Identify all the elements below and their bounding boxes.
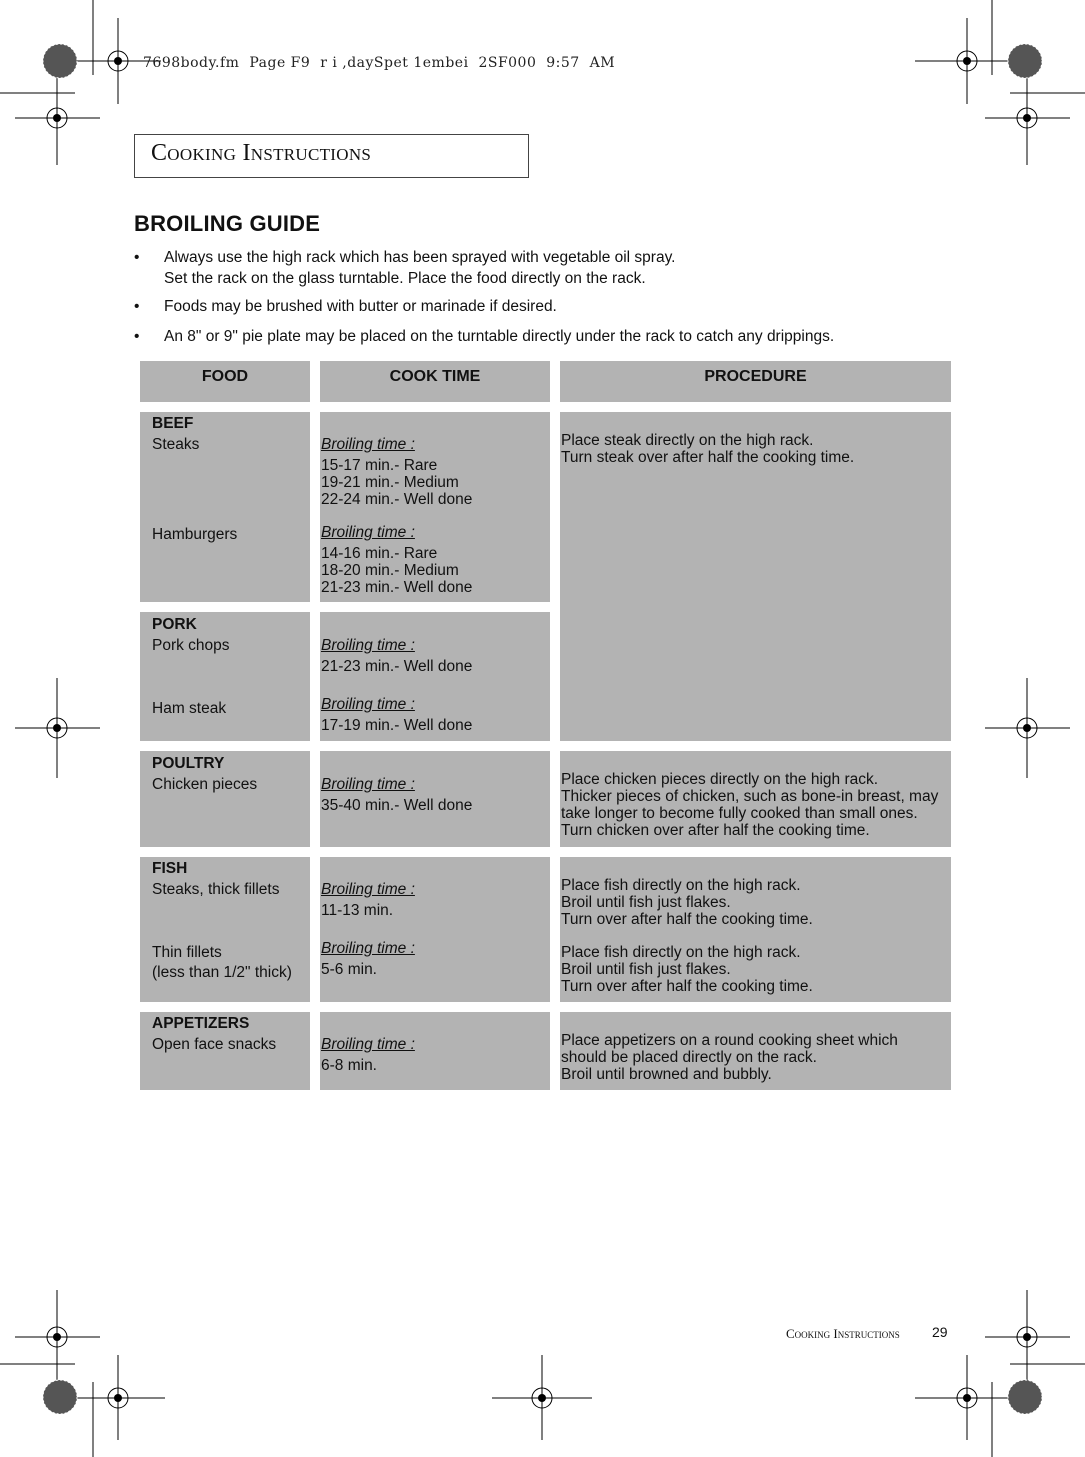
beef-steaks-broiling-label: Broiling time : bbox=[321, 436, 415, 453]
fish-procedure-b-line-1: Place fish directly on the high rack. bbox=[561, 944, 801, 961]
fish-procedure-a-line-2: Broil until fish just flakes. bbox=[561, 894, 731, 911]
pork-ham-time: 17-19 min.- Well done bbox=[321, 717, 473, 734]
guide-title: BROILING GUIDE bbox=[134, 211, 321, 236]
poultry-item: Chicken pieces bbox=[152, 776, 258, 793]
pork-chops-name: Pork chops bbox=[152, 637, 230, 654]
appetizers-procedure-line-1: Place appetizers on a round cooking sheet which bbox=[561, 1032, 898, 1049]
fish-thick-broiling-label: Broiling time : bbox=[321, 881, 415, 898]
col-header-food: FOOD bbox=[201, 368, 249, 385]
fish-category: FISH bbox=[152, 860, 188, 877]
appetizers-time: 6-8 min. bbox=[321, 1057, 377, 1074]
fish-procedure-a-line-3: Turn over after half the cooking time. bbox=[561, 911, 813, 928]
poultry-procedure-line-4: Turn chicken over after half the cooking time. bbox=[561, 822, 870, 839]
footer-section-title: Cooking Instructions bbox=[786, 1326, 900, 1341]
beef-procedure-line-2: Turn steak over after half the cooking time. bbox=[561, 449, 855, 466]
appetizers-procedure-line-3: Broil until browned and bubbly. bbox=[561, 1066, 772, 1083]
poultry-procedure-line-3: take longer to become fully cooked than small ones. bbox=[561, 805, 918, 822]
pork-category: PORK bbox=[152, 616, 197, 633]
fish-thin-note: (less than 1/2" thick) bbox=[152, 964, 292, 981]
fish-time-cell bbox=[320, 857, 550, 1002]
beef-steaks-time-1: 15-17 min.- Rare bbox=[321, 457, 438, 474]
beef-steaks-time-2: 19-21 min.- Medium bbox=[321, 474, 459, 491]
beef-steaks-name: Steaks bbox=[152, 436, 200, 453]
fish-procedure-b-line-2: Broil until fish just flakes. bbox=[561, 961, 731, 978]
poultry-time: 35-40 min.- Well done bbox=[321, 797, 473, 814]
pork-chops-time: 21-23 min.- Well done bbox=[321, 658, 473, 675]
pork-chops-broiling-label: Broiling time : bbox=[321, 637, 415, 654]
beef-category: BEEF bbox=[152, 415, 194, 432]
poultry-broiling-label: Broiling time : bbox=[321, 776, 415, 793]
section-header-title: Cooking Instructions bbox=[151, 140, 372, 166]
pork-ham-broiling-label: Broiling time : bbox=[321, 696, 415, 713]
poultry-category: POULTRY bbox=[152, 755, 225, 772]
file-slug: 7698body.fm Page F9 r i ,daySpet 1embei 2SF000 9:57 AM bbox=[143, 55, 616, 71]
fish-thin-time: 5-6 min. bbox=[321, 961, 377, 978]
appetizers-procedure-line-2: should be placed directly on the rack. bbox=[561, 1049, 817, 1066]
bullet-2-line1: Foods may be brushed with butter or marinade if desired. bbox=[164, 298, 557, 315]
beef-hamburgers-time-1: 14-16 min.- Rare bbox=[321, 545, 438, 562]
beef-hamburgers-broiling-label: Broiling time : bbox=[321, 524, 415, 541]
fish-thin-name: Thin fillets bbox=[152, 944, 222, 961]
bullet-dot: • bbox=[134, 249, 140, 266]
fish-thick-time: 11-13 min. bbox=[321, 902, 394, 919]
poultry-procedure-line-2: Thicker pieces of chicken, such as bone-in breast, may bbox=[561, 788, 939, 805]
fish-thin-broiling-label: Broiling time : bbox=[321, 940, 415, 957]
col-header-cook-time: COOK TIME bbox=[389, 368, 481, 385]
beef-hamburgers-name: Hamburgers bbox=[152, 526, 238, 543]
fish-procedure-b-line-3: Turn over after half the cooking time. bbox=[561, 978, 813, 995]
bullet-3-line1: An 8" or 9" pie plate may be placed on the turntable directly under the rack to catch any drippings. bbox=[164, 328, 835, 345]
fish-procedure-a-line-1: Place fish directly on the high rack. bbox=[561, 877, 801, 894]
page-number: 29 bbox=[932, 1324, 948, 1340]
appetizers-broiling-label: Broiling time : bbox=[321, 1036, 415, 1053]
bullet-1-line1: Always use the high rack which has been sprayed with vegetable oil spray. bbox=[164, 249, 676, 266]
bullet-dot: • bbox=[134, 298, 140, 315]
fish-thick-name: Steaks, thick fillets bbox=[152, 881, 280, 898]
pork-ham-name: Ham steak bbox=[152, 700, 227, 717]
appetizers-item: Open face snacks bbox=[152, 1036, 277, 1053]
bullet-1-line2: Set the rack on the glass turntable. Place the food directly on the rack. bbox=[164, 270, 646, 287]
poultry-procedure-line-1: Place chicken pieces directly on the high rack. bbox=[561, 771, 879, 788]
bullet-dot: • bbox=[134, 328, 140, 345]
beef-hamburgers-time-2: 18-20 min.- Medium bbox=[321, 562, 459, 579]
beef-procedure-line-1: Place steak directly on the high rack. bbox=[561, 432, 814, 449]
beef-steaks-time-3: 22-24 min.- Well done bbox=[321, 491, 473, 508]
appetizers-category: APPETIZERS bbox=[152, 1015, 250, 1032]
col-header-procedure: PROCEDURE bbox=[704, 368, 807, 385]
beef-hamburgers-time-3: 21-23 min.- Well done bbox=[321, 579, 473, 596]
